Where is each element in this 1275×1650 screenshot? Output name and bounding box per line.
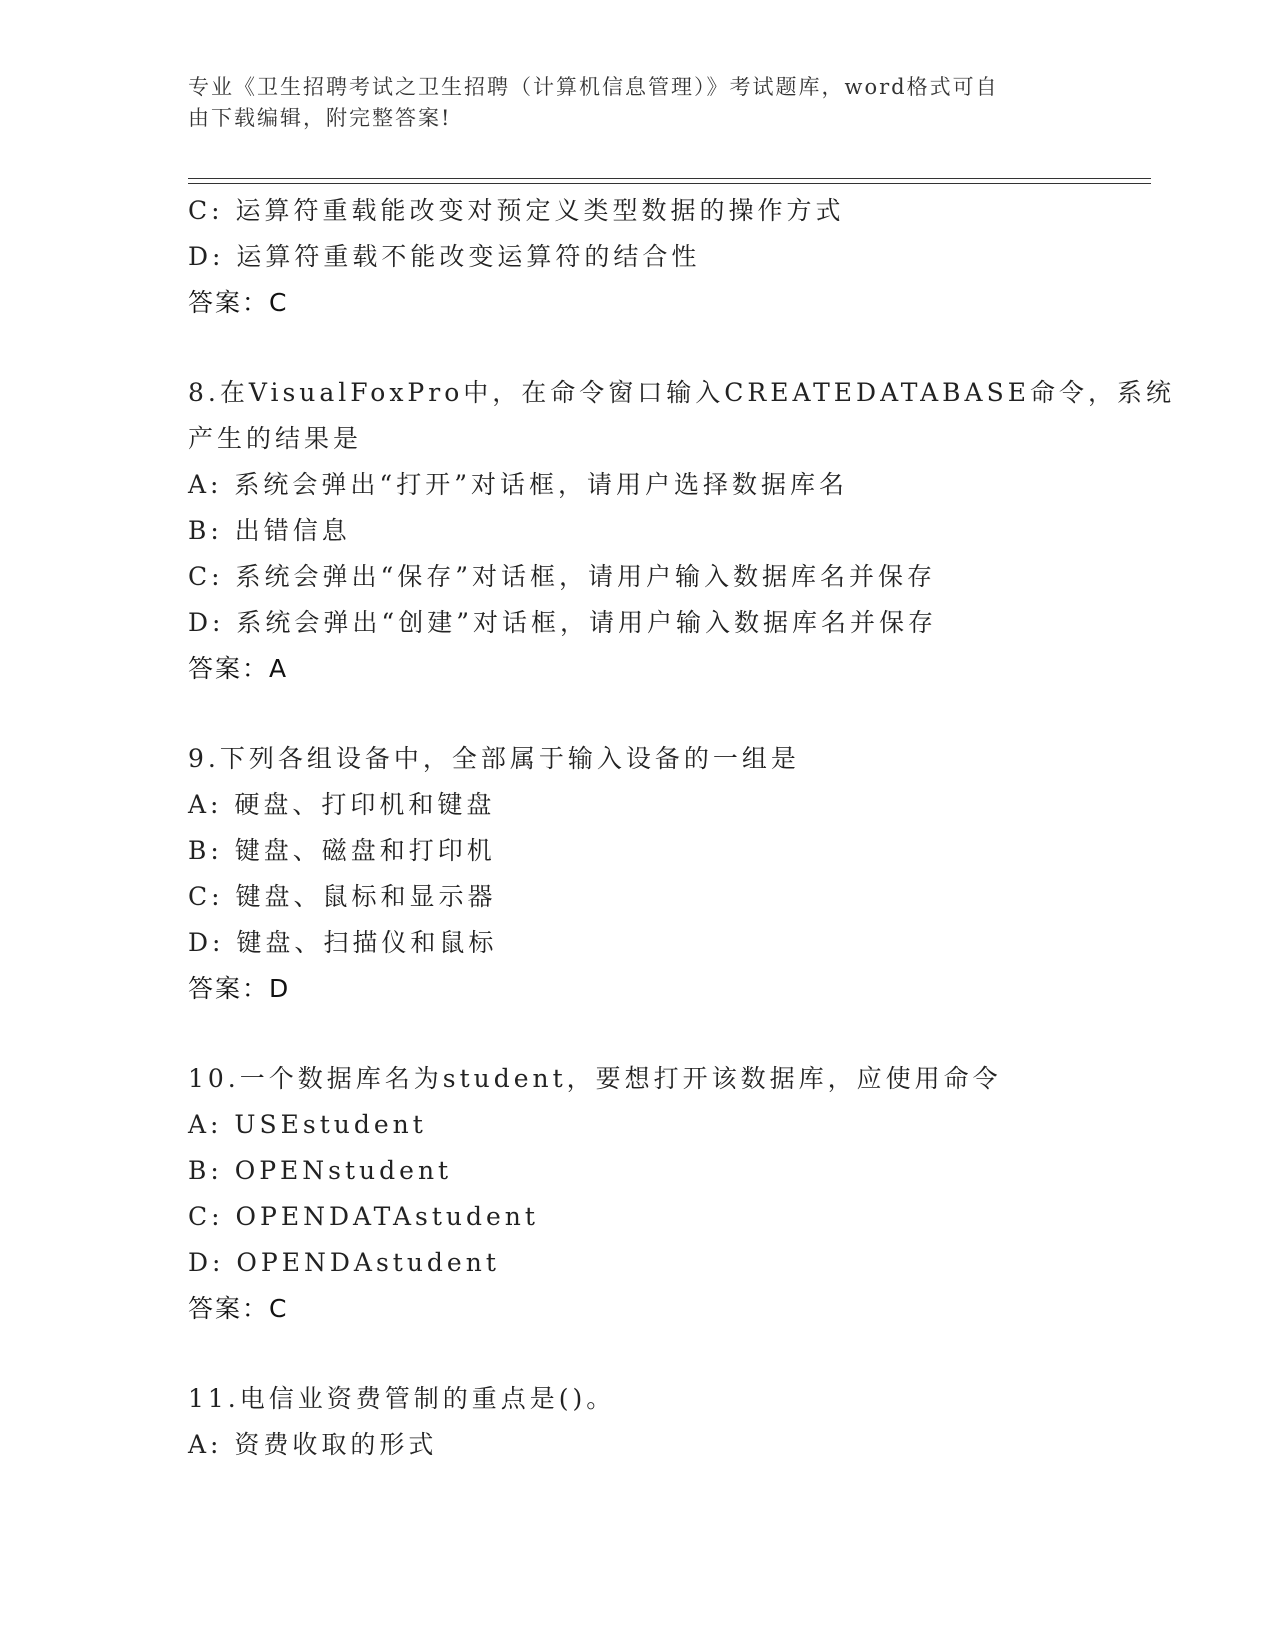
question-block-9 [188,736,1148,1012]
option-c: C: OPENDATAstudent [188,1202,539,1231]
spacer [188,1012,1148,1056]
question-stem: 9.下列各组设备中，全部属于输入设备的一组是 [188,744,800,773]
question-stem-line-1: 8.在VisualFoxPro中，在命令窗口输入CREATEDATABASE命令，系统 [188,378,1175,407]
option-a: A: USEstudent [188,1110,427,1139]
option-a: A: 资费收取的形式 [188,1430,438,1459]
header-line-1: 专业《卫生招聘考试之卫生招聘（计算机信息管理）》考试题库，word格式可自 [188,75,999,99]
option-a: A: 系统会弹出“打开”对话框，请用户选择数据库名 [188,470,848,499]
option-d: D: OPENDAstudent [188,1248,500,1277]
question-block-10 [188,1056,1148,1332]
question-stem-line-2: 产生的结果是 [188,424,363,453]
option-c: C: 运算符重载能改变对预定义类型数据的操作方式 [188,196,845,225]
header-divider-top [188,178,1151,179]
answer-line: 答案：D [188,974,291,1003]
spacer [188,1332,1148,1376]
option-c: C: 键盘、鼠标和显示器 [188,882,497,911]
option-c: C: 系统会弹出“保存”对话框，请用户输入数据库名并保存 [188,562,937,591]
option-b: B: 键盘、磁盘和打印机 [188,836,496,865]
header-divider-bottom [188,183,1151,184]
answer-line: 答案：C [188,288,289,317]
option-b: B: OPENstudent [188,1156,453,1185]
question-block-8 [188,370,1175,692]
question-block-7 [188,188,1148,326]
question-stem: 11.电信业资费管制的重点是()。 [188,1384,616,1413]
question-stem: 10.一个数据库名为student，要想打开该数据库，应使用命令 [188,1064,1002,1093]
spacer [188,326,1148,370]
answer-line: 答案：C [188,1294,289,1323]
header-line-2: 由下载编辑，附完整答案! [188,106,452,130]
document-header [188,72,1068,134]
option-d: D: 运算符重载不能改变运算符的结合性 [188,242,701,271]
answer-line: 答案：A [188,654,289,683]
question-list [188,188,1175,1468]
option-d: D: 键盘、扫描仪和鼠标 [188,928,498,957]
option-a: A: 硬盘、打印机和键盘 [188,790,496,819]
spacer [188,692,1148,736]
option-b: B: 出错信息 [188,516,351,545]
question-block-11 [188,1376,1148,1468]
option-d: D: 系统会弹出“创建”对话框，请用户输入数据库名并保存 [188,608,937,637]
